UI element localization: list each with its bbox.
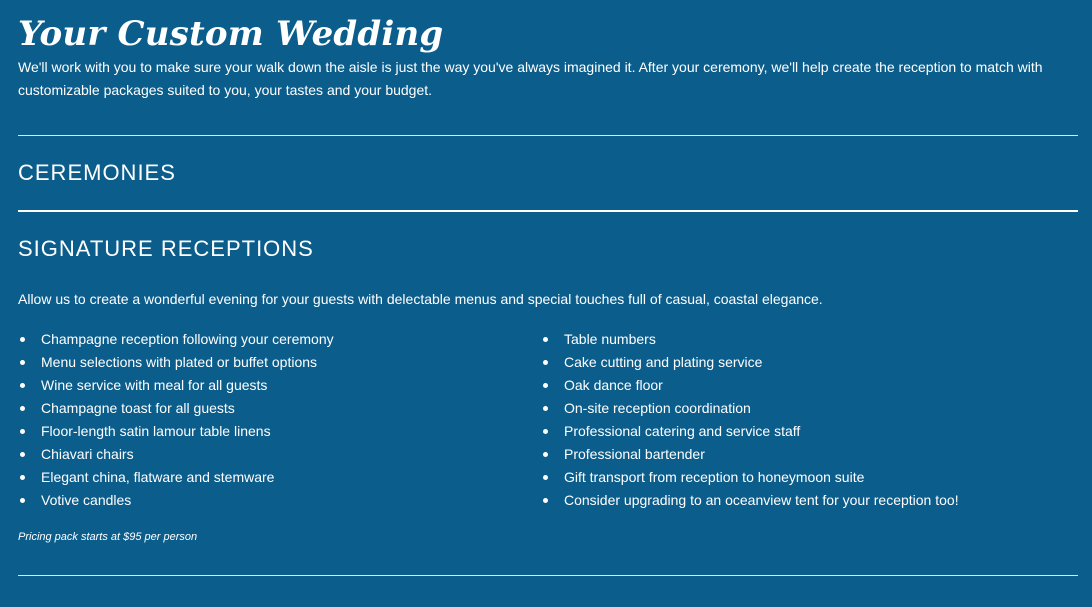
bullet-icon bbox=[543, 429, 548, 434]
list-item: Oak dance floor bbox=[541, 374, 959, 397]
receptions-list-left bbox=[18, 328, 334, 512]
bullet-icon bbox=[20, 383, 25, 388]
receptions-description: Allow us to create a wonderful evening for your guests with delectable menus and special touches full of casual, coastal elegance. bbox=[18, 291, 823, 307]
bullet-icon bbox=[20, 406, 25, 411]
bullet-icon bbox=[543, 360, 548, 365]
section-signature-receptions[interactable]: SIGNATURE RECEPTIONS bbox=[18, 236, 314, 261]
bullet-icon bbox=[20, 452, 25, 457]
list-item: Wine service with meal for all guests bbox=[18, 374, 334, 397]
list-item: Cake cutting and plating service bbox=[541, 351, 959, 374]
list-item: Chiavari chairs bbox=[18, 443, 334, 466]
list-item: On-site reception coordination bbox=[541, 397, 959, 420]
list-item: Champagne reception following your ceremony bbox=[18, 328, 334, 351]
list-item: Menu selections with plated or buffet options bbox=[18, 351, 334, 374]
bullet-icon bbox=[543, 475, 548, 480]
divider bbox=[18, 135, 1078, 136]
bullet-icon bbox=[20, 337, 25, 342]
list-item: Table numbers bbox=[541, 328, 959, 351]
bullet-icon bbox=[20, 498, 25, 503]
list-item: Professional catering and service staff bbox=[541, 420, 959, 443]
bullet-icon bbox=[543, 498, 548, 503]
bullet-icon bbox=[543, 337, 548, 342]
section-ceremonies[interactable]: CEREMONIES bbox=[18, 160, 176, 185]
page-title: Your Custom Wedding bbox=[18, 14, 444, 54]
list-item: Champagne toast for all guests bbox=[18, 397, 334, 420]
receptions-list-right bbox=[541, 328, 959, 512]
divider bbox=[18, 210, 1078, 212]
divider bbox=[18, 575, 1078, 576]
list-item: Elegant china, flatware and stemware bbox=[18, 466, 334, 489]
bullet-icon bbox=[20, 360, 25, 365]
bullet-icon bbox=[20, 429, 25, 434]
bullet-icon bbox=[543, 452, 548, 457]
pricing-note: Pricing pack starts at $95 per person bbox=[18, 531, 198, 543]
list-item: Consider upgrading to an oceanview tent for your reception too! bbox=[541, 489, 959, 512]
bullet-icon bbox=[543, 383, 548, 388]
list-item: Votive candles bbox=[18, 489, 334, 512]
list-item: Gift transport from reception to honeymoon suite bbox=[541, 466, 959, 489]
list-item: Floor-length satin lamour table linens bbox=[18, 420, 334, 443]
bullet-icon bbox=[20, 475, 25, 480]
wedding-content bbox=[18, 0, 1078, 543]
intro-text: We'll work with you to make sure your walk down the aisle is just the way you've always imagined it. After your ceremony, we'll help create the reception to match with customizable packages suited to you, your tastes and your budget. bbox=[18, 59, 1043, 98]
bullet-icon bbox=[543, 406, 548, 411]
list-item: Professional bartender bbox=[541, 443, 959, 466]
